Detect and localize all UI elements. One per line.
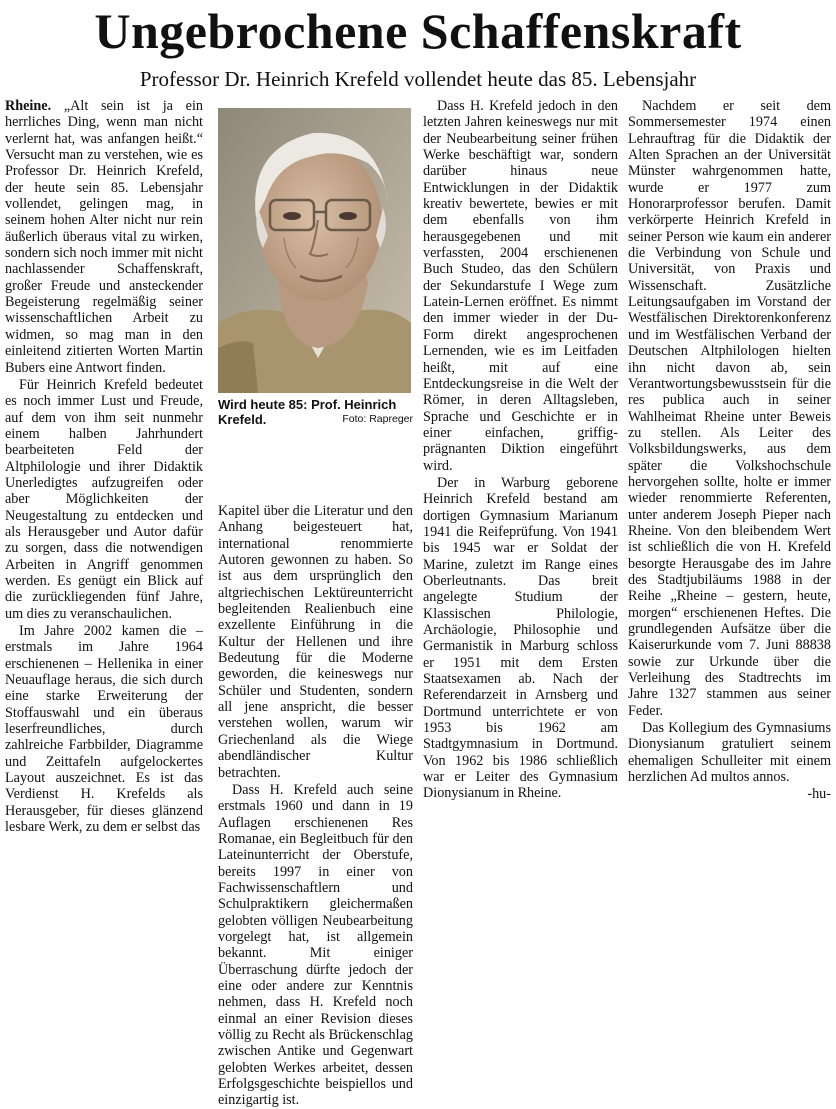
author-initials: -hu-	[807, 786, 831, 803]
column-1	[5, 98, 203, 860]
photo-caption: Wird heute 85: Prof. Heinrich Krefeld.	[218, 397, 397, 427]
subheadline: Professor Dr. Heinrich Krefeld vollendet heute das 85. Lebensjahr	[139, 67, 697, 91]
column-3	[423, 98, 618, 860]
paragraph: Dass H. Krefeld auch seine erstmals 1960 und dann in 19 Auflagen erschienenen Res Romanae, ein Begleitbuch für den Lateinunterricht der Oberstufe, bereits 1997 in einer von Fachwissenschaftlern und Schulpraktikern gleichermaßen gelobten völligen Neubearbeitung vorgelegt hat, ist allgemein bekannt. Mit einiger Überraschung dürfte jedoch der eine oder andere zur Kenntnis nehmen, dass H. Krefeld noch einmal an einer Revision dieses völlig zu Recht als Brückenschlag zwischen Antike und Gegenwart gelobten Werkes arbeitet, dessen Erfolgsgeschichte beispiellos und einzigartig ist.	[218, 781, 413, 1109]
column-4	[628, 98, 831, 860]
photo-credit: Foto: Rapreger	[342, 413, 413, 425]
paragraph: Der in Warburg geborene Heinrich Krefeld bestand am dortigen Gymnasium Marianum 1941 die Reifeprüfung. Von 1941 bis 1945 war er Soldat der Marine, zuletzt im Range eines Oberleutnants. Das breit angelegte Studium der Klassischen Philologie, Archäologie, Philosophie und Germanistik in Marburg schloss er 1951 mit dem Ersten Staatsexamen ab. Nach der Referendarzeit in Arnsberg und Dortmund unterrichtete er von 1953 bis 1962 am Stadtgymnasium in Dortmund. Von 1962 bis 1986 schließlich war er Leiter des Gymnasium Dionysianum in Rheine.	[423, 474, 618, 802]
paragraph: Dass H. Krefeld jedoch in den letzten Jahren keineswegs nur mit der Neubearbeitung seiner frühen Werke beschäftigt war, sondern darüber hinaus neue Entwicklungen in der Didaktik kreativ bewertete, bewies er mit dem ebenfalls von ihm herausgegebenen und mit verfassten, 2004 erschienenen Buch Studeo, das den Schülern der Sekundarstufe I Wege zum Latein-Lernen eröffnet. Es nimmt den immer wieder in der Du-Form direkt angesprochenen Lernenden, wie es im Leitfaden heißt, mit auf eine Entdeckungsreise in die Welt der Römer, in deren Alltagsleben, Sprache und Geschichte er in einer einfachen, griffig-prägnanten Diktion eingeführt wird.	[423, 98, 618, 474]
paragraph: Das Kollegium des Gymnasiums Dionysianum gratuliert seinem ehemaligen Schulleiter mit einem herzlichen Ad multos annos.	[628, 720, 831, 786]
paragraph	[5, 98, 203, 376]
paragraph: Für Heinrich Krefeld bedeutet es noch immer Lust und Freude, auf dem von ihm seit nunmehr einem halben Jahrhundert bearbeiteten Feld der Altphilologie und ihrer Didaktik Unerledigtes aufzugreifen oder aber Möglichkeiten der Neugestaltung zu entdecken und als Herausgeber und Autor dafür zu sorgen, dass die notwendigen Arbeiten in Angriff genommen werden. Es genügt ein Blick auf die zurückliegenden fünf Jahre, um dies zu veranschaulichen.	[5, 376, 203, 622]
paragraph-text: „Alt sein ist ja ein herrliches Ding, wenn man nicht verlernt hat, was anfangen heißt.“ Versucht man zu verstehen, wie es Professor Dr. Heinrich Krefeld, der heute sein 85. Lebensjahr vollendet, gelingen mag, in seinem hohen Alter nicht nur rein äußerlich überaus vital zu wirken, sondern sich noch immer mit nicht nachlassender Schaffenskraft, großer Freude und ansteckender Begeisterung regelmäßig seiner wissenschaftlichen Arbeit zu widmen, so mag man in den einleitend zitierten Worten Martin Bubers eine Antwort finden.	[5, 98, 203, 376]
dateline: Rheine.	[5, 98, 52, 114]
paragraph: Im Jahre 2002 kamen die – erstmals im Jahre 1964 erschienenen – Hellenika in einer Neuauflage heraus, die sich durch eine starke Erweiterung der Stoffauswahl und ein überaus leserfreundliches, durch zahlreiche Farbbilder, Diagramme und Zeittafeln aufgelockertes Layout auszeichnet. Es ist das Verdienst H. Krefelds als Herausgeber, für dieses glänzend lesbare Werk, zu dem er selbst das	[5, 623, 203, 836]
paragraph: Nachdem er seit dem Sommersemester 1974 einen Lehrauftrag für die Didaktik der Alten Sprachen an der Universität Münster wahrgenommen hatte, wurde er 1977 zum Honorarprofessor berufen. Damit verkörperte Heinrich Krefeld in seiner Person wie kaum ein anderer die Verbindung von Schule und Universität, von Praxis und Wissenschaft. Zusätzliche Leitungsaufgaben im Vorstand der Westfälischen Direktorenkonferenz und im Westfälischen Verband der Deutschen Altphilologen hielten ihn nicht davon ab, sein Verantwortungsbewusstsein für die res publica auch in seiner Wahlheimat Rheine unter Beweis zu stellen. Als Leiter des Volksbildungswerks, aus dem später die Volkshochschule hervorgehen sollte, holte er immer wieder renommierte Referenten, unter anderem Joseph Pieper nach Rheine. Von den bleibendem Wert ist schließlich die von H. Krefeld besorgte Herausgabe des im Jahre des Stadtjubiläums 1988 in der Reihe „Rheine – gestern, heute, morgen“ erschienenen Heftes. Die grundlegenden Aufsätze über die Kaiserurkunde vom 7. Juni 88838 sowie zur Urkunde über die Verleihung des Stadtrechts im Jahre 1327 stammen aus seiner Feder.	[628, 98, 831, 719]
headline: Ungebrochene Schaffenskraft	[94, 3, 742, 59]
paragraph: Kapitel über die Literatur und den Anhang beigesteuert hat, international renommierte Autoren gewonnen zu haben. So ist aus dem ursprünglich den altgriechischen Lektüreunterricht begleitenden Realienbuch eine exzellente Einführung in die Kultur der Hellenen und ihre Bedeutung für die Moderne geworden, die keineswegs nur Schüler und Studenten, sondern all jene anspricht, die besser verstehen wollen, warum wir Griechenland als die Wiege abendländischer Kultur betrachten.	[218, 503, 413, 781]
column-2	[218, 503, 413, 1109]
portrait-illustration	[218, 108, 411, 393]
portrait-photo	[218, 108, 411, 393]
